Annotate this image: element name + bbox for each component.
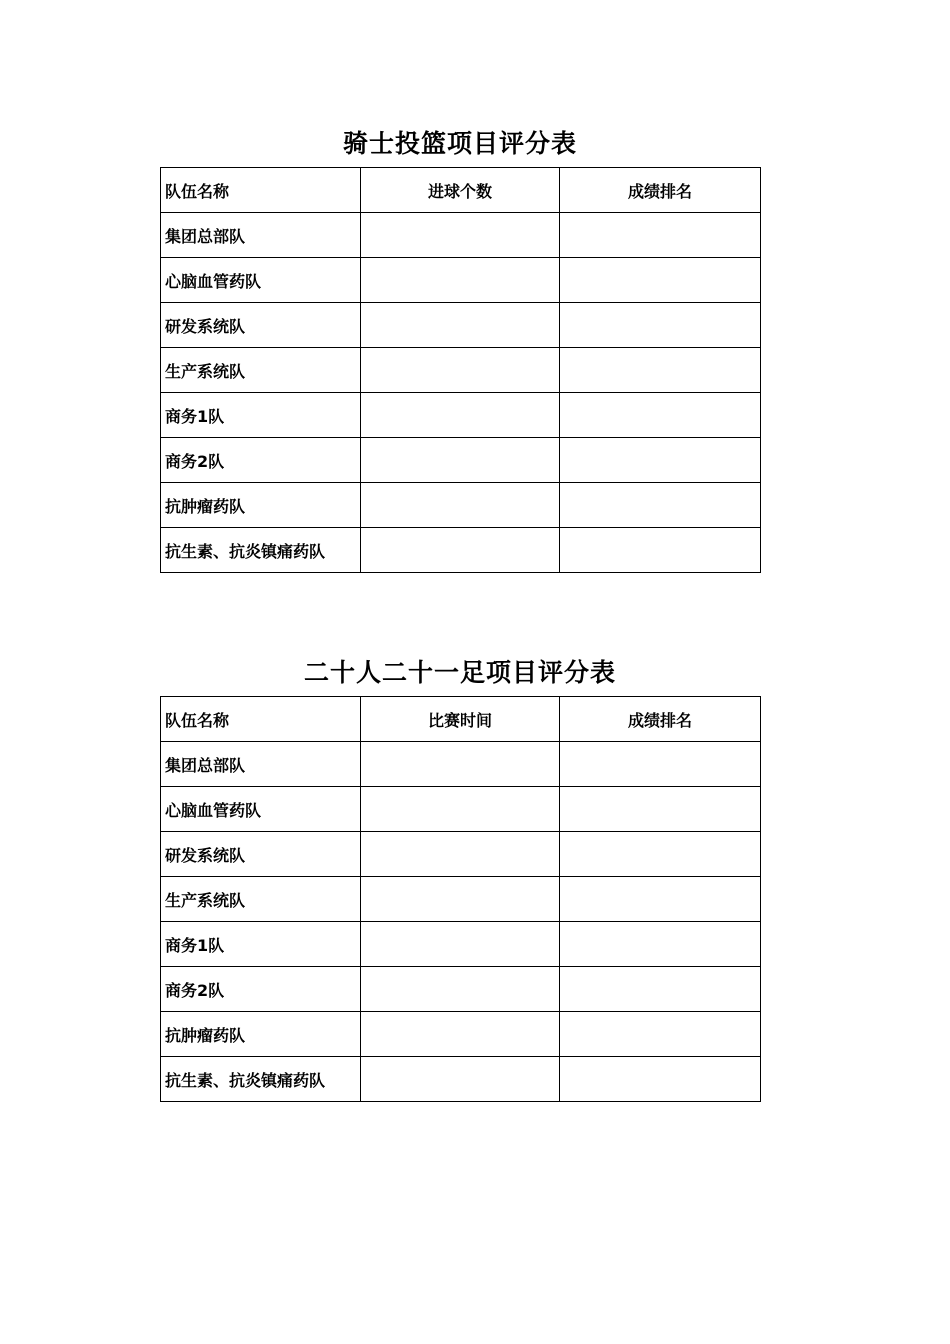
score-table [160,167,761,573]
table-row [161,742,761,787]
table-row [161,1057,761,1102]
table-row [161,348,761,393]
score-table [160,696,761,1102]
rank-cell[interactable] [560,787,761,832]
team-name-cell: 研发系统队 [161,832,361,877]
column-header-time: 比赛时间 [361,697,560,742]
rank-cell[interactable] [560,832,761,877]
time-cell[interactable] [361,877,560,922]
sheet-title: 骑士投篮项目评分表 [342,129,577,158]
table-row [161,483,761,528]
rank-cell[interactable] [560,528,761,573]
time-cell[interactable] [361,967,560,1012]
score-cell[interactable] [361,528,560,573]
rank-cell[interactable] [560,393,761,438]
team-name-cell: 商务2队 [161,438,361,483]
rank-cell[interactable] [560,438,761,483]
table-row [161,877,761,922]
rank-cell[interactable] [560,303,761,348]
header-row [161,168,761,213]
team-name-cell: 生产系统队 [161,348,361,393]
time-cell[interactable] [361,1012,560,1057]
table-row [161,1012,761,1057]
team-name-cell: 抗生素、抗炎镇痛药队 [161,1057,361,1102]
column-header-team: 队伍名称 [161,697,361,742]
rank-cell[interactable] [560,742,761,787]
team-name-cell: 抗生素、抗炎镇痛药队 [161,528,361,573]
score-cell[interactable] [361,258,560,303]
table-row [161,787,761,832]
rank-cell[interactable] [560,922,761,967]
table-row [161,832,761,877]
score-cell[interactable] [361,483,560,528]
team-name-cell: 抗肿瘤药队 [161,1012,361,1057]
score-cell[interactable] [361,438,560,483]
rank-cell[interactable] [560,1057,761,1102]
rank-cell[interactable] [560,877,761,922]
rank-cell[interactable] [560,483,761,528]
column-header-score: 进球个数 [361,168,560,213]
table-row [161,967,761,1012]
team-name-cell: 研发系统队 [161,303,361,348]
table-row [161,213,761,258]
table-row [161,258,761,303]
team-name-cell: 集团总部队 [161,213,361,258]
team-name-cell: 商务2队 [161,967,361,1012]
table-row [161,528,761,573]
score-cell[interactable] [361,303,560,348]
score-cell[interactable] [361,213,560,258]
rank-cell[interactable] [560,1012,761,1057]
team-name-cell: 商务1队 [161,393,361,438]
time-cell[interactable] [361,832,560,877]
time-cell[interactable] [361,922,560,967]
table-row [161,393,761,438]
team-name-cell: 生产系统队 [161,877,361,922]
team-name-cell: 抗肿瘤药队 [161,483,361,528]
table-row [161,922,761,967]
header-row [161,697,761,742]
rank-cell[interactable] [560,258,761,303]
rank-cell[interactable] [560,213,761,258]
sheet-title: 二十人二十一足项目评分表 [303,658,616,687]
column-header-rank: 成绩排名 [560,697,761,742]
score-cell[interactable] [361,393,560,438]
column-header-rank: 成绩排名 [560,168,761,213]
time-cell[interactable] [361,742,560,787]
column-header-team: 队伍名称 [161,168,361,213]
table-row [161,438,761,483]
time-cell[interactable] [361,1057,560,1102]
team-name-cell: 心脑血管药队 [161,787,361,832]
team-name-cell: 心脑血管药队 [161,258,361,303]
rank-cell[interactable] [560,967,761,1012]
rank-cell[interactable] [560,348,761,393]
score-cell[interactable] [361,348,560,393]
team-name-cell: 集团总部队 [161,742,361,787]
team-name-cell: 商务1队 [161,922,361,967]
time-cell[interactable] [361,787,560,832]
table-row [161,303,761,348]
